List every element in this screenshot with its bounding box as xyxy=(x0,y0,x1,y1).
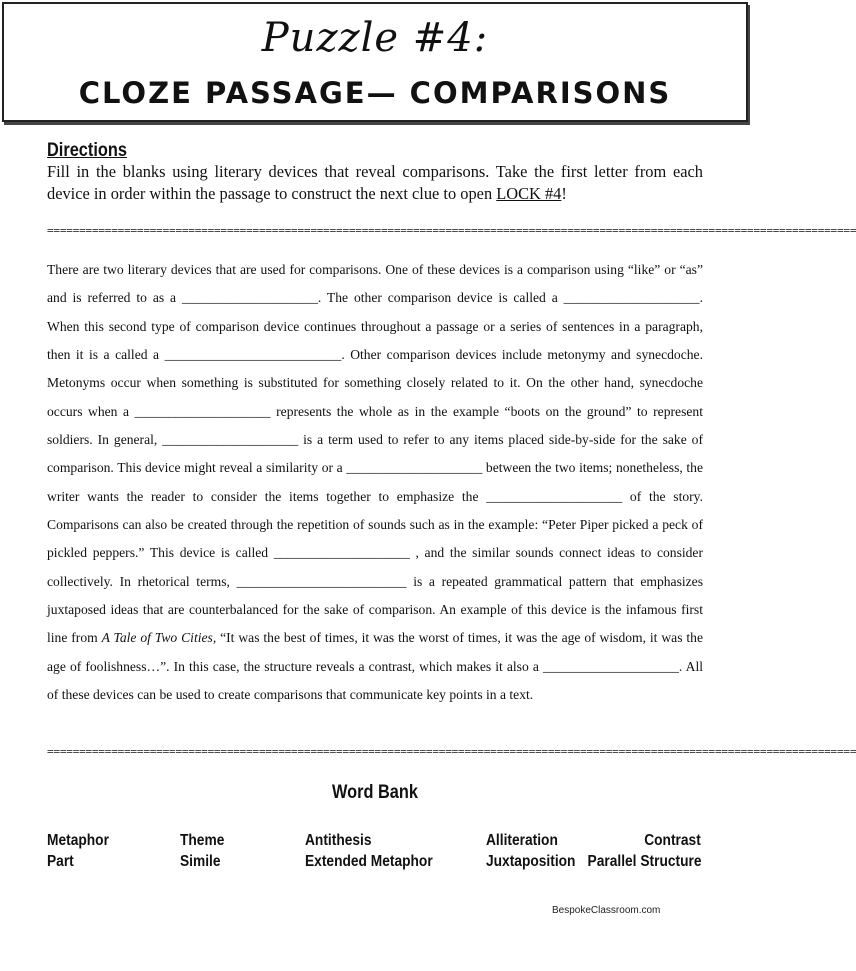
passage-text: . The other comparison device is called a xyxy=(317,290,558,306)
passage-text: There are two literary devices that are used for comparisons. One of these devices is a comparison using “like” or “as” and is referred to as a xyxy=(47,262,703,306)
directions-body: Fill in the blanks using literary devices that reveal comparisons. Take the first letter from each device in order within the passage to construct the next clue to open xyxy=(47,162,703,203)
passage-text: . All of these devices can be used to create comparisons that communicate key points in a text. xyxy=(47,658,704,703)
passage-text: between the two items; nonetheless, the writer wants the reader to consider the items together to emphasize the xyxy=(47,460,704,504)
word-bank-item: Alliteration xyxy=(486,832,558,849)
blank-7: ____________________ xyxy=(486,488,623,504)
blank-5: ____________________ xyxy=(162,432,299,448)
word-bank-item: Antithesis xyxy=(305,832,372,849)
blank-10: ____________________ xyxy=(542,658,679,674)
puzzle-title: Puzzle #4: xyxy=(261,15,489,61)
passage-text: . When this second type of comparison device continues throughout a passage or a series of sentences in a paragraph, then it is a called a xyxy=(47,290,703,363)
top-divider: ============================================================================================================================== xyxy=(47,224,856,237)
word-bank-item: Juxtaposition xyxy=(486,853,576,870)
passage-text: . Other comparison devices include metonymy and synecdoche. Metonyms occur when something is substituted for something closely related to it. On the other hand, synecdoche occurs when a xyxy=(47,347,703,419)
word-bank-item: Extended Metaphor xyxy=(305,853,433,870)
word-bank-item: Metaphor xyxy=(47,832,109,849)
bottom-divider: ============================================================================================================================== xyxy=(47,745,856,758)
blank-1: ____________________ xyxy=(181,290,318,306)
blank-6: ____________________ xyxy=(346,460,483,476)
word-bank-heading: Word Bank xyxy=(332,782,418,803)
passage-text: is a repeated grammatical pattern that emphasizes juxtaposed ideas that are counterbalanced for the sake of comparison. An example of this device is the infamous first line from xyxy=(47,573,704,646)
word-bank-item: Theme xyxy=(180,832,225,849)
title-banner xyxy=(2,2,748,122)
blank-2: ____________________ xyxy=(563,290,700,306)
passage-text: of the story. Comparisons can also be created through the repetition of sounds such as in the example: “Peter Piper picked a peck of pickled peppers.” This device is called xyxy=(47,488,703,561)
passage-text: represents the whole as in the example “boots on the ground” to represent soldiers. In general, xyxy=(47,403,703,448)
directions-text xyxy=(47,161,703,205)
directions-end: ! xyxy=(561,184,567,203)
blank-9: _________________________ xyxy=(236,573,407,589)
passage-text: is a term used to refer to any items placed side-by-side for the sake of comparison. This device might reveal a similarity or a xyxy=(47,432,703,476)
blank-3: __________________________ xyxy=(164,347,342,363)
book-title: A Tale of Two Cities, xyxy=(101,630,217,646)
word-bank-item: Parallel Structure xyxy=(587,853,701,870)
blank-8: ____________________ xyxy=(273,545,410,561)
word-bank-item: Contrast xyxy=(644,832,701,849)
word-bank-item: Part xyxy=(47,853,74,870)
passage-text: “It was the best of times, it was the worst of times, it was the age of wisdom, it was the age of foolishness…”. In this case, the structure reveals a contrast, which makes it also a xyxy=(47,630,703,674)
passage-text: , and the similar sounds connect ideas to consider collectively. In rhetorical terms, xyxy=(47,545,703,589)
page-title: CLOZE PASSAGE— COMPARISONS xyxy=(78,76,672,110)
cloze-passage xyxy=(47,256,703,710)
footer-credit: BespokeClassroom.com xyxy=(552,905,661,916)
word-bank-item: Simile xyxy=(180,853,221,870)
lock-link: LOCK #4 xyxy=(496,184,562,203)
blank-4: ____________________ xyxy=(134,403,271,419)
directions-heading: Directions xyxy=(47,140,127,161)
